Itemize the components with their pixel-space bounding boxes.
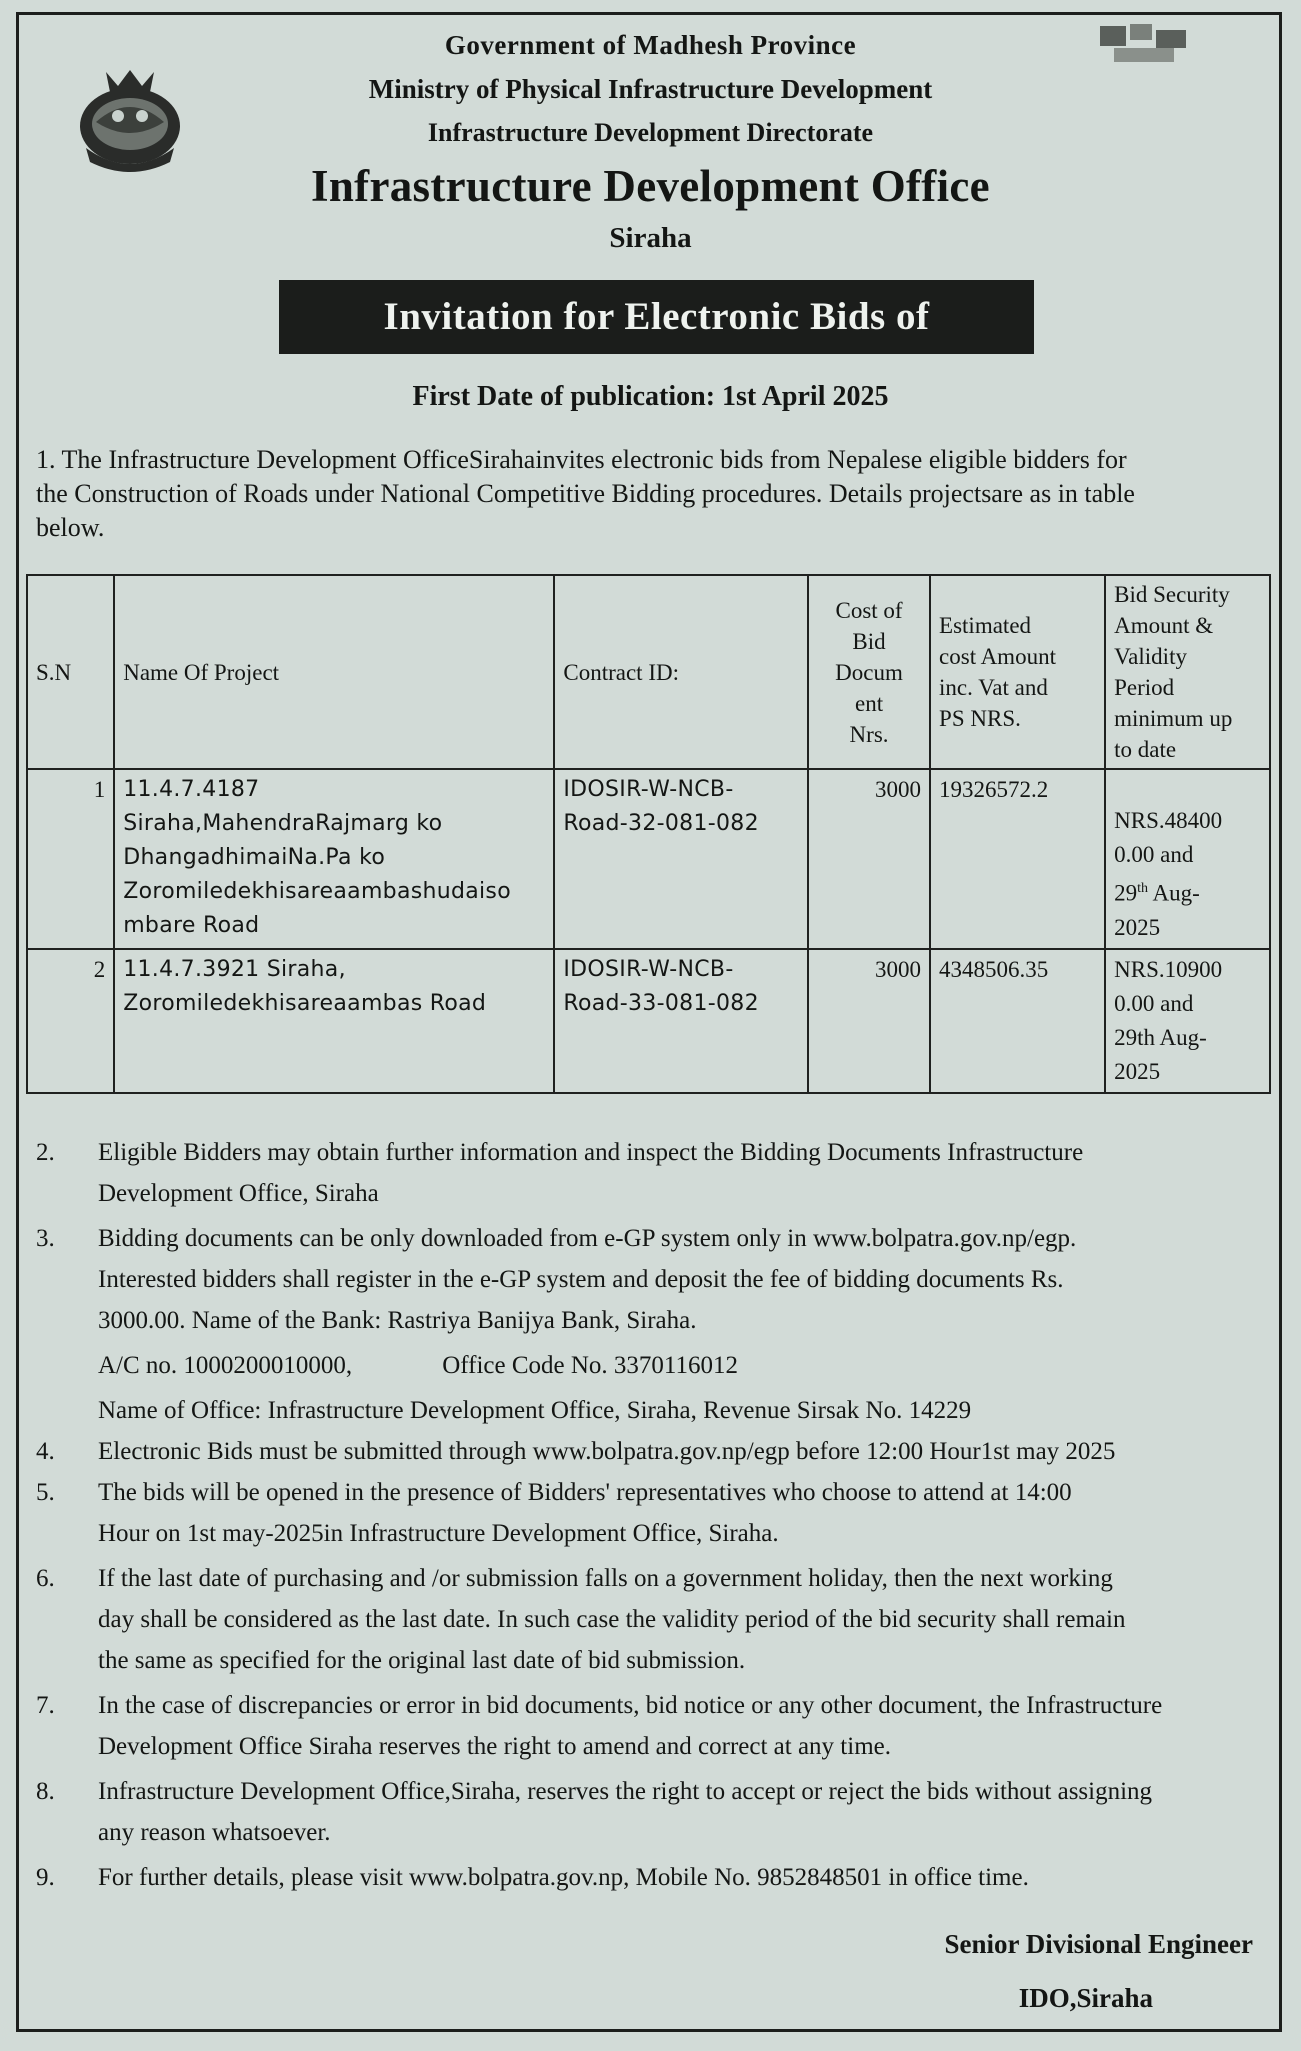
item-line: Infrastructure Development Office,Siraha, reserves the right to accept or reject the bids without assigning	[98, 1778, 1153, 1805]
item-line: the same as specified for the original last date of bid submission.	[98, 1647, 746, 1674]
item-number: 7.	[36, 1692, 55, 1719]
item-line: Eligible Bidders may obtain further information and inspect the Bidding Documents Infrastructure	[98, 1139, 1084, 1166]
bid-security-line: 2025	[1114, 1058, 1161, 1084]
header-bid-security	[1105, 575, 1270, 769]
item-text	[98, 1558, 1276, 1681]
header-sn: S.N	[27, 575, 114, 769]
bids-table	[26, 574, 1271, 1094]
header-contract-id: Contract ID:	[554, 575, 808, 769]
table-row	[27, 769, 1270, 949]
cell-contract-id	[554, 769, 808, 949]
item-text	[98, 1685, 1276, 1767]
item-line: day shall be considered as the last date. In such case the validity period of the bid security shall remain	[98, 1606, 1126, 1633]
header-cost-line: Bid	[852, 628, 886, 654]
office-code: Office Code No. 3370116012	[442, 1352, 738, 1379]
contract-id-line: IDOSIR-W-NCB-	[563, 956, 734, 982]
header-sec-line: Amount &	[1114, 613, 1214, 638]
cell-cost: 3000	[808, 949, 930, 1093]
header-cost-line: Docum	[835, 659, 903, 685]
intro-paragraph	[36, 443, 1276, 545]
item-line: Hour on 1st may-2025in Infrastructure Development Office, Siraha.	[98, 1520, 779, 1547]
notice-banner: Invitation for Electronic Bids of	[279, 280, 1034, 354]
cell-bid-security	[1105, 769, 1270, 949]
header-sec-line: to date	[1114, 737, 1177, 762]
cell-sn: 2	[27, 949, 114, 1093]
intro-line: the Construction of Roads under National Competitive Bidding procedures. Details projectsare as in table	[36, 479, 1135, 508]
signature-office: IDO,Siraha	[1018, 1983, 1153, 2013]
intro-line: 1. The Infrastructure Development OfficeSirahainvites electronic bids from Nepalese eligible bidders for	[36, 445, 1127, 474]
item-number: 8.	[36, 1778, 55, 1805]
item-line: The bids will be opened in the presence of Bidders' representatives who choose to attend at 14:00	[98, 1479, 1072, 1506]
header-est-line: inc. Vat and	[939, 675, 1048, 700]
item-number: 6.	[36, 1565, 55, 1592]
bid-security-line	[1114, 872, 1261, 911]
signature-title: Senior Divisional Engineer	[944, 1929, 1253, 1959]
item-line: Development Office Siraha reserves the right to amend and correct at any time.	[98, 1733, 891, 1760]
project-name-line: 11.4.7.4187	[123, 777, 260, 802]
list-item	[36, 1218, 1276, 1341]
header-sec-line: minimum up	[1114, 706, 1233, 731]
header-est-line: cost Amount	[939, 644, 1056, 669]
bid-security-line: 0.00 and	[1114, 990, 1194, 1016]
item-line: Interested bidders shall register in the e-GP system and deposit the fee of bidding documents Rs.	[98, 1266, 1064, 1293]
item-number: 3.	[36, 1225, 55, 1252]
publication-date: First Date of publication: 1st April 2025	[412, 381, 889, 412]
office-name: Name of Office: Infrastructure Development Office, Siraha, Revenue Sirsak No. 14229	[98, 1397, 972, 1424]
item-line: If the last date of purchasing and /or submission falls on a government holiday, then the next working	[98, 1565, 1113, 1592]
item-line: any reason whatsoever.	[98, 1819, 331, 1846]
header-office: Infrastructure Development Office	[311, 161, 990, 211]
project-name-line: DhangadhimaiNa.Pa ko	[123, 845, 386, 870]
header-project-name: Name Of Project	[114, 575, 554, 769]
project-name-line: Zoromiledekhisareaambas Road	[123, 990, 487, 1016]
bid-security-line: 2025	[1114, 914, 1161, 940]
table-row	[27, 949, 1270, 1093]
bank-account-line	[98, 1345, 1276, 1386]
item-line: 3000.00. Name of the Bank: Rastriya Banijya Bank, Siraha.	[98, 1307, 697, 1334]
item-text	[98, 1218, 1276, 1341]
list-item	[36, 1857, 1276, 1898]
header-government: Government of Madhesh Province	[444, 30, 857, 60]
header-location: Siraha	[609, 222, 692, 254]
project-name-line: Zoromiledekhisareaambashudaiso	[123, 879, 511, 904]
intro-line: below.	[36, 513, 105, 542]
header-sec-line: Period	[1114, 675, 1175, 700]
table-header-row	[27, 575, 1270, 769]
item-line: Bidding documents can be only downloaded from e-GP system only in www.bolpatra.gov.np/egp.	[98, 1225, 1077, 1252]
cell-project-name	[114, 769, 554, 949]
item-line: In the case of discrepancies or error in bid documents, bid notice or any other document, the Infrastructure	[98, 1692, 1163, 1719]
header-cost-line: ent	[854, 690, 884, 716]
cell-project-name	[114, 949, 554, 1093]
item-text	[98, 1771, 1276, 1853]
header-sec-line: Bid Security	[1114, 582, 1230, 607]
bid-security-month: Aug-	[1148, 880, 1200, 906]
bid-security-line: NRS.10900	[1114, 956, 1223, 982]
conditions-list	[36, 1132, 1276, 1898]
cell-estimate: 19326572.2	[930, 769, 1105, 949]
header-est-line: Estimated	[939, 613, 1032, 638]
item-number: 9.	[36, 1864, 55, 1891]
contract-id-line: IDOSIR-W-NCB-	[563, 777, 734, 802]
item-text	[98, 1472, 1276, 1554]
project-name-line: mbare Road	[123, 913, 260, 938]
header-cost	[808, 575, 930, 769]
item-line: Development Office, Siraha	[98, 1180, 379, 1207]
header-ministry: Ministry of Physical Infrastructure Development	[368, 74, 933, 104]
bid-security-line: 0.00 and	[1114, 842, 1194, 867]
item-number: 2.	[36, 1139, 55, 1166]
bid-security-line: 29th Aug-	[1114, 1024, 1207, 1050]
project-name-line: Siraha,MahendraRajmarg ko	[123, 811, 443, 836]
item-text: For further details, please visit www.bolpatra.gov.np, Mobile No. 9852848501 in office time.	[98, 1864, 1029, 1891]
account-number: A/C no. 1000200010000,	[98, 1352, 353, 1379]
header-cost-line: Cost of	[835, 597, 903, 623]
list-item	[36, 1431, 1276, 1472]
header-cost-line: Nrs.	[849, 721, 889, 747]
cell-cost: 3000	[808, 769, 930, 949]
header-est-line: PS NRS.	[939, 706, 1021, 731]
item-number: 5.	[36, 1479, 55, 1506]
bid-security-line: NRS.48400	[1114, 808, 1223, 833]
list-item	[36, 1771, 1276, 1853]
project-name-line: 11.4.7.3921 Siraha,	[123, 956, 346, 982]
list-item	[36, 1558, 1276, 1681]
header-directorate: Infrastructure Development Directorate	[427, 118, 874, 147]
item-text: Electronic Bids must be submitted through www.bolpatra.gov.np/egp before 12:00 Hour1st may 2025	[98, 1438, 1116, 1465]
cell-contract-id	[554, 949, 808, 1093]
item-text	[98, 1132, 1276, 1214]
cell-estimate: 4348506.35	[930, 949, 1105, 1093]
contract-id-line: Road-32-081-082	[563, 811, 759, 836]
bid-security-suffix: th	[1137, 881, 1149, 896]
contract-id-line: Road-33-081-082	[563, 990, 759, 1016]
bid-security-day: 29	[1114, 880, 1138, 906]
cell-bid-security	[1105, 949, 1270, 1093]
cell-sn: 1	[27, 769, 114, 949]
header-sec-line: Validity	[1114, 644, 1187, 669]
item-number: 4.	[36, 1438, 55, 1465]
header-estimate	[930, 575, 1105, 769]
list-item	[36, 1472, 1276, 1554]
list-item	[36, 1132, 1276, 1214]
list-item	[36, 1685, 1276, 1767]
